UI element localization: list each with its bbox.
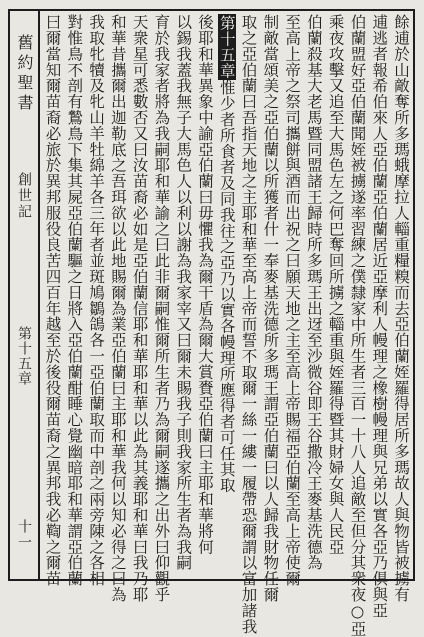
text-column: 逋逃者報希伯來人亞伯蘭亞伯蘭居近亞摩利人幔理之橡樹幔理與兄弟以實各亞乃俱與亞: [370, 14, 389, 619]
text-column: 和華昔攜爾出迦勒底之吾珥欲以此地賜爾為業亞伯蘭曰主耶和華我何以知必得之曰為: [108, 14, 127, 603]
text-column: 至高上帝之祭司攜餅與酒而出祝之曰願天地之主至高上帝賜福亞伯蘭至高上帝使爾: [283, 14, 302, 587]
text-column: 以錫我蓋我無子大馬色人以利以謝為我家宰又曰爾未賜我子則我家所生者為我嗣: [174, 14, 193, 571]
text-column: 餘逋於山敵奪所多瑪蛾摩拉人輜重糧糗而去亞伯蘭姪羅得居所多瑪故人與物皆被擄有: [392, 14, 410, 603]
text-column-with-heading: [218, 14, 234, 578]
page-number: 十一: [16, 519, 32, 551]
chapter-label: 第十五章: [16, 326, 32, 386]
text-body: [40, 14, 412, 637]
text-column: 伯蘭盟好亞伯蘭聞姪被擄遂率習練之僕隸家中所生者三百一十八人追敵至但分其衆夜○亞: [348, 14, 367, 637]
column-text: 惟少者所食者及同我往之亞乃以實各幔理所應得者可任其取: [217, 79, 236, 494]
text-column: 對惟鳥不剖有鷙鳥下集其屍亞伯蘭驅之日將入亞伯蘭酣睡心覺幽暗耶和華謂亞伯蘭: [65, 14, 84, 587]
text-column: 我取牝犢及牝山羊牡綿羊各三年者並斑鳩鶵鴿各一亞伯蘭取而中剖之兩旁陳之各相: [87, 14, 106, 587]
margin-column: [10, 14, 38, 578]
text-column: 伯蘭殺基大老馬暨同盟諸王歸時所多瑪王出迓至沙微谷即王谷撒冷王麥基洗德為: [304, 14, 323, 571]
chapter-heading-marker: 第十五章: [217, 15, 236, 79]
text-column: 後耶和華異象中諭亞伯蘭曰毋懼我為爾干盾為爾大賞賚亞伯蘭曰主耶和華將何: [195, 14, 214, 555]
text-column: 制敵當頌美之亞伯蘭以所獲者什一奉麥基洗德所多瑪王謂亞伯蘭曰以人歸我財物任爾: [261, 14, 280, 603]
text-column: 乘夜攻擊又追至大馬色左之何巴奪回所擄之輜重與姪羅得暨其財婦女與人民亞: [326, 14, 345, 555]
text-column: 曰爾當知爾苗裔必旅於異邦服役良苦四百年越至於後役爾苗裔之異邦我必鞫之爾苗: [43, 14, 62, 587]
book-name: 創世記: [16, 172, 32, 220]
text-column: 育於我家者將為我嗣耶和華諭之曰此非爾嗣惟爾所生者乃為爾嗣遂攜之出外曰仰觀乎: [152, 14, 171, 603]
text-column: 天衆星可悉數否又曰汝苗裔必如是亞伯蘭信耶和華耶和華以此為其義耶和華曰我乃耶: [130, 14, 149, 603]
text-column: 取之亞伯蘭曰吾指天地之主耶和華至高上帝而誓不取爾一絲一縷一履帶恐爾謂以富加諸我: [239, 14, 258, 635]
book-title: 舊約聖書: [15, 34, 34, 114]
